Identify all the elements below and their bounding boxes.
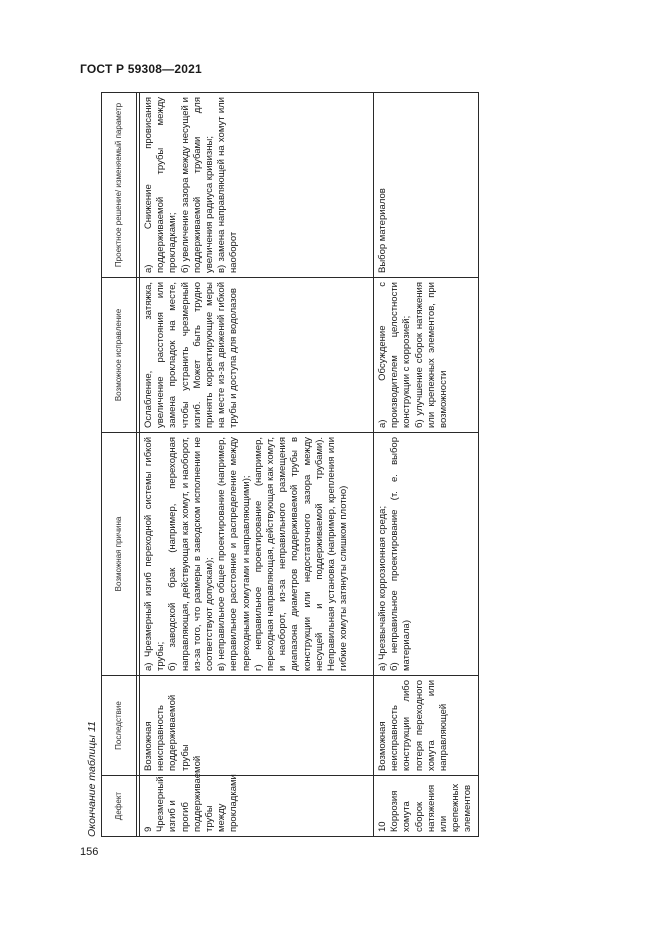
column-header-design: Проектное решение/ изменяемый параметр [102,93,137,278]
defects-table [101,92,479,837]
table-header-row [102,93,137,837]
cause-item: г) неправильное проектирование (например, переходная направляющая, действующая как хомут, и наоборот, из-за неправильного размещения диапазона диаметров поддерживаемой трубы в конструкции или недостаточного зазора между несущей и поддерживаемой трубами). Неправильная установка (например, крепления или гибкие хомуты затянуты слишком плотно) [252,437,350,671]
table-caption: Окончание таблицы 11 [86,721,98,837]
design-item: б) увеличение зазора между несущей и поддерживаемой трубами для увеличения радиуса кривизны; [179,97,216,273]
cause-item: в) неправильное общее проектирование (например, неправильное расстояние и распределение между переходными хомутами и направляющими); [216,437,252,671]
rotated-table-area [85,93,474,837]
page-number: 156 [80,846,99,858]
cell-remedy [374,278,479,433]
table-row [374,93,479,837]
design-item: а) Снижение провисания поддерживаемой трубы между прокладками; [143,97,179,273]
cell-defect: 10 Коррозия хомута сборок натяжения или крепежных элементов [374,776,479,837]
cell-cause [374,433,479,676]
cell-design: Выбор материалов [374,93,479,278]
design-item: в) замена направляющей на хомут или наоборот [216,97,240,273]
cause-item: а) Чрезмерный изгиб переходной системы гибкой трубы; [143,437,167,671]
cell-design [140,93,374,278]
column-header-cause: Возможная причина [102,433,137,676]
cell-consequence: Возможная неисправность конструкции либо потеря переходного хомута или направляющей [374,676,479,776]
cell-consequence: Возможная неисправность поддерживаемой трубы [140,676,374,776]
document-standard-title: ГОСТ Р 59308—2021 [80,62,202,76]
column-header-consequence: Последствие [102,676,137,776]
remedy-item: б) улучшение сборок натяжения или крепежных элементов, при возможности [413,282,450,428]
remedy-item: а) Обсуждение с производителем целостности конструкции с коррозией; [377,282,413,428]
cause-item: б) неправильное проектирование (т. е. выбор материала) [389,437,413,671]
cell-cause [140,433,374,676]
cause-item: а) Чрезвычайно коррозионная среда; [377,505,388,671]
table-row [140,93,374,837]
column-header-remedy: Возможное исправление [102,278,137,433]
cell-remedy: Ослабление, затяжка, увеличение расстояния или замена прокладок на месте, чтобы устранить чрезмерный изгиб. Может быть трудно принять корректирующие меры на месте из-за движений гибкой трубы и доступа для водолазов [140,278,374,433]
cell-defect: 9 Чрезмерный изгиб и прогиб поддерживаемой трубы между прокладками [140,776,374,837]
column-header-defect: Дефект [102,776,137,837]
cause-item: б) заводской брак (например, переходная направляющая, действующая как хомут, и наоборот, из-за того, что размеры в заводском исполнении не соответствуют допускам); [167,437,216,671]
